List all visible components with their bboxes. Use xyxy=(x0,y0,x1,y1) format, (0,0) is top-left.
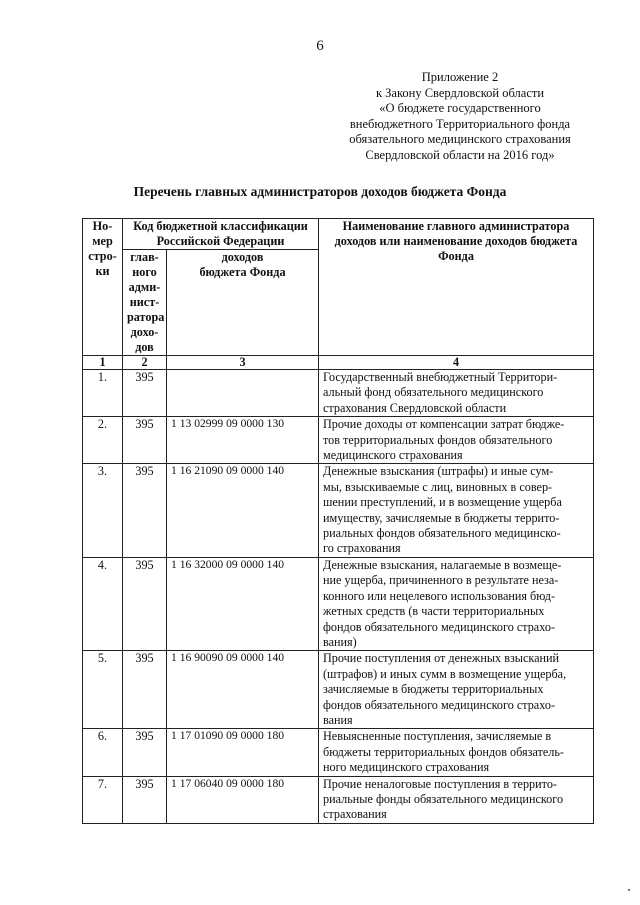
income-name-line: го страхования xyxy=(323,541,401,556)
table-row xyxy=(83,651,594,729)
column-number: 1 xyxy=(83,356,123,370)
header-classification-code: Код бюджетной классификации Российской Федерации xyxy=(123,219,319,250)
income-name-line: медицинского страхования xyxy=(323,448,463,463)
income-name-cell xyxy=(319,776,594,823)
income-name-line: зачисляемые в бюджеты территориальных xyxy=(323,682,544,697)
income-name-line: вания xyxy=(323,712,353,727)
admin-code-cell: 395 xyxy=(123,557,167,650)
table-row xyxy=(83,464,594,557)
admin-code-cell: 395 xyxy=(123,729,167,776)
income-name-line: шении преступлений, и в возмещение ущерба xyxy=(323,495,562,510)
admin-code-cell: 395 xyxy=(123,464,167,557)
income-name-line: фондов обязательного медицинского страхо- xyxy=(323,697,556,712)
income-name-line: мы, взыскиваемые с лиц, виновных в совер- xyxy=(323,479,553,494)
appendix-caption xyxy=(320,70,600,163)
table-body xyxy=(83,370,594,824)
admin-code-cell: 395 xyxy=(123,651,167,729)
header-name: Наименование главного администратора доходов или наименование доходов бюджета Фонда xyxy=(319,219,594,356)
administrators-table xyxy=(82,218,594,824)
appendix-line: «О бюджете государственного xyxy=(379,101,541,115)
income-code-cell: 1 13 02999 09 0000 130 xyxy=(167,417,319,464)
column-number: 2 xyxy=(123,356,167,370)
income-code-cell xyxy=(167,370,319,417)
income-code-cell: 1 16 21090 09 0000 140 xyxy=(167,464,319,557)
document-title: Перечень главных администраторов доходов бюджета Фонда xyxy=(133,184,507,199)
admin-code-cell: 395 xyxy=(123,417,167,464)
income-name-cell xyxy=(319,417,594,464)
income-name-line: конного или нецелевого использования бюд- xyxy=(323,588,556,603)
appendix-line: внебюджетного Территориального фонда xyxy=(349,116,571,131)
income-code-cell: 1 17 06040 09 0000 180 xyxy=(167,776,319,823)
income-name-line: тов территориальных фондов обязательного xyxy=(323,432,553,447)
scan-speck xyxy=(628,889,630,891)
income-name-line: Прочие поступления от денежных взысканий xyxy=(323,651,560,666)
income-name-cell xyxy=(319,729,594,776)
income-name-line: жетных средств (в части территориальных xyxy=(323,604,545,619)
header-row-number: Но- мер стро- ки xyxy=(83,219,123,356)
page-number: 6 xyxy=(316,38,324,54)
income-name-line: ние ущерба, причиненного в результате неза- xyxy=(323,573,559,588)
income-name-line: риальные фонды обязательного медицинского xyxy=(323,791,564,806)
header-fund-income: доходов бюджета Фонда xyxy=(167,250,319,356)
header-row-top xyxy=(83,219,594,250)
income-name-line: страхования xyxy=(323,807,387,822)
row-number-cell: 5. xyxy=(83,651,123,729)
income-code-cell: 1 16 32000 09 0000 140 xyxy=(167,557,319,650)
table-row xyxy=(83,729,594,776)
income-name-line: Невыясненные поступления, зачисляемые в xyxy=(323,729,552,744)
income-name-line: бюджеты территориальных фондов обязатель- xyxy=(323,744,564,759)
income-code-cell: 1 16 90090 09 0000 140 xyxy=(167,651,319,729)
income-name-line: страхования Свердловской области xyxy=(323,400,507,415)
income-name-line: Государственный внебюджетный Территори- xyxy=(323,370,558,384)
row-number-cell: 6. xyxy=(83,729,123,776)
income-name-line: (штрафов) и иных сумм в возмещение ущерба, xyxy=(323,666,567,681)
table-row xyxy=(83,776,594,823)
income-name-line: альный фонд обязательного медицинского xyxy=(323,385,544,400)
row-number-cell: 3. xyxy=(83,464,123,557)
header-main-admin: глав- ного адми- нист- ратора дохо- дов xyxy=(123,250,167,356)
income-name-line: Прочие доходы от компенсации затрат бюдже- xyxy=(323,417,565,432)
admin-code-cell: 395 xyxy=(123,370,167,417)
income-name-line: ного медицинского страхования xyxy=(323,760,490,775)
income-name-cell xyxy=(319,651,594,729)
column-numbers-row xyxy=(83,356,594,370)
column-number: 3 xyxy=(167,356,319,370)
income-name-line: Денежные взыскания, налагаемые в возмеще- xyxy=(323,557,562,572)
income-name-cell xyxy=(319,370,594,417)
table-row xyxy=(83,417,594,464)
row-number-cell: 2. xyxy=(83,417,123,464)
income-name-line: Денежные взыскания (штрафы) и иные сум- xyxy=(323,464,554,479)
income-name-cell xyxy=(319,557,594,650)
appendix-line: обязательного медицинского страхования xyxy=(349,132,571,146)
table-row xyxy=(83,557,594,650)
appendix-line: Свердловской области на 2016 год» xyxy=(365,147,555,162)
income-name-line: риальных фондов обязательного медицинско- xyxy=(323,526,561,541)
row-number-cell: 4. xyxy=(83,557,123,650)
appendix-line: Приложение 2 xyxy=(421,70,499,84)
admin-code-cell: 395 xyxy=(123,776,167,823)
income-name-line: фондов обязательного медицинского страхо- xyxy=(323,619,556,634)
table-row xyxy=(83,370,594,417)
income-name-line: Прочие неналоговые поступления в террито- xyxy=(323,776,557,791)
income-name-line: вания) xyxy=(323,634,357,649)
income-name-line: имуществу, зачисляемые в бюджеты террито- xyxy=(323,510,560,525)
appendix-line: к Закону Свердловской области xyxy=(375,85,545,100)
row-number-cell: 1. xyxy=(83,370,123,417)
column-number: 4 xyxy=(319,356,594,370)
income-name-cell xyxy=(319,464,594,557)
income-code-cell: 1 17 01090 09 0000 180 xyxy=(167,729,319,776)
row-number-cell: 7. xyxy=(83,776,123,823)
